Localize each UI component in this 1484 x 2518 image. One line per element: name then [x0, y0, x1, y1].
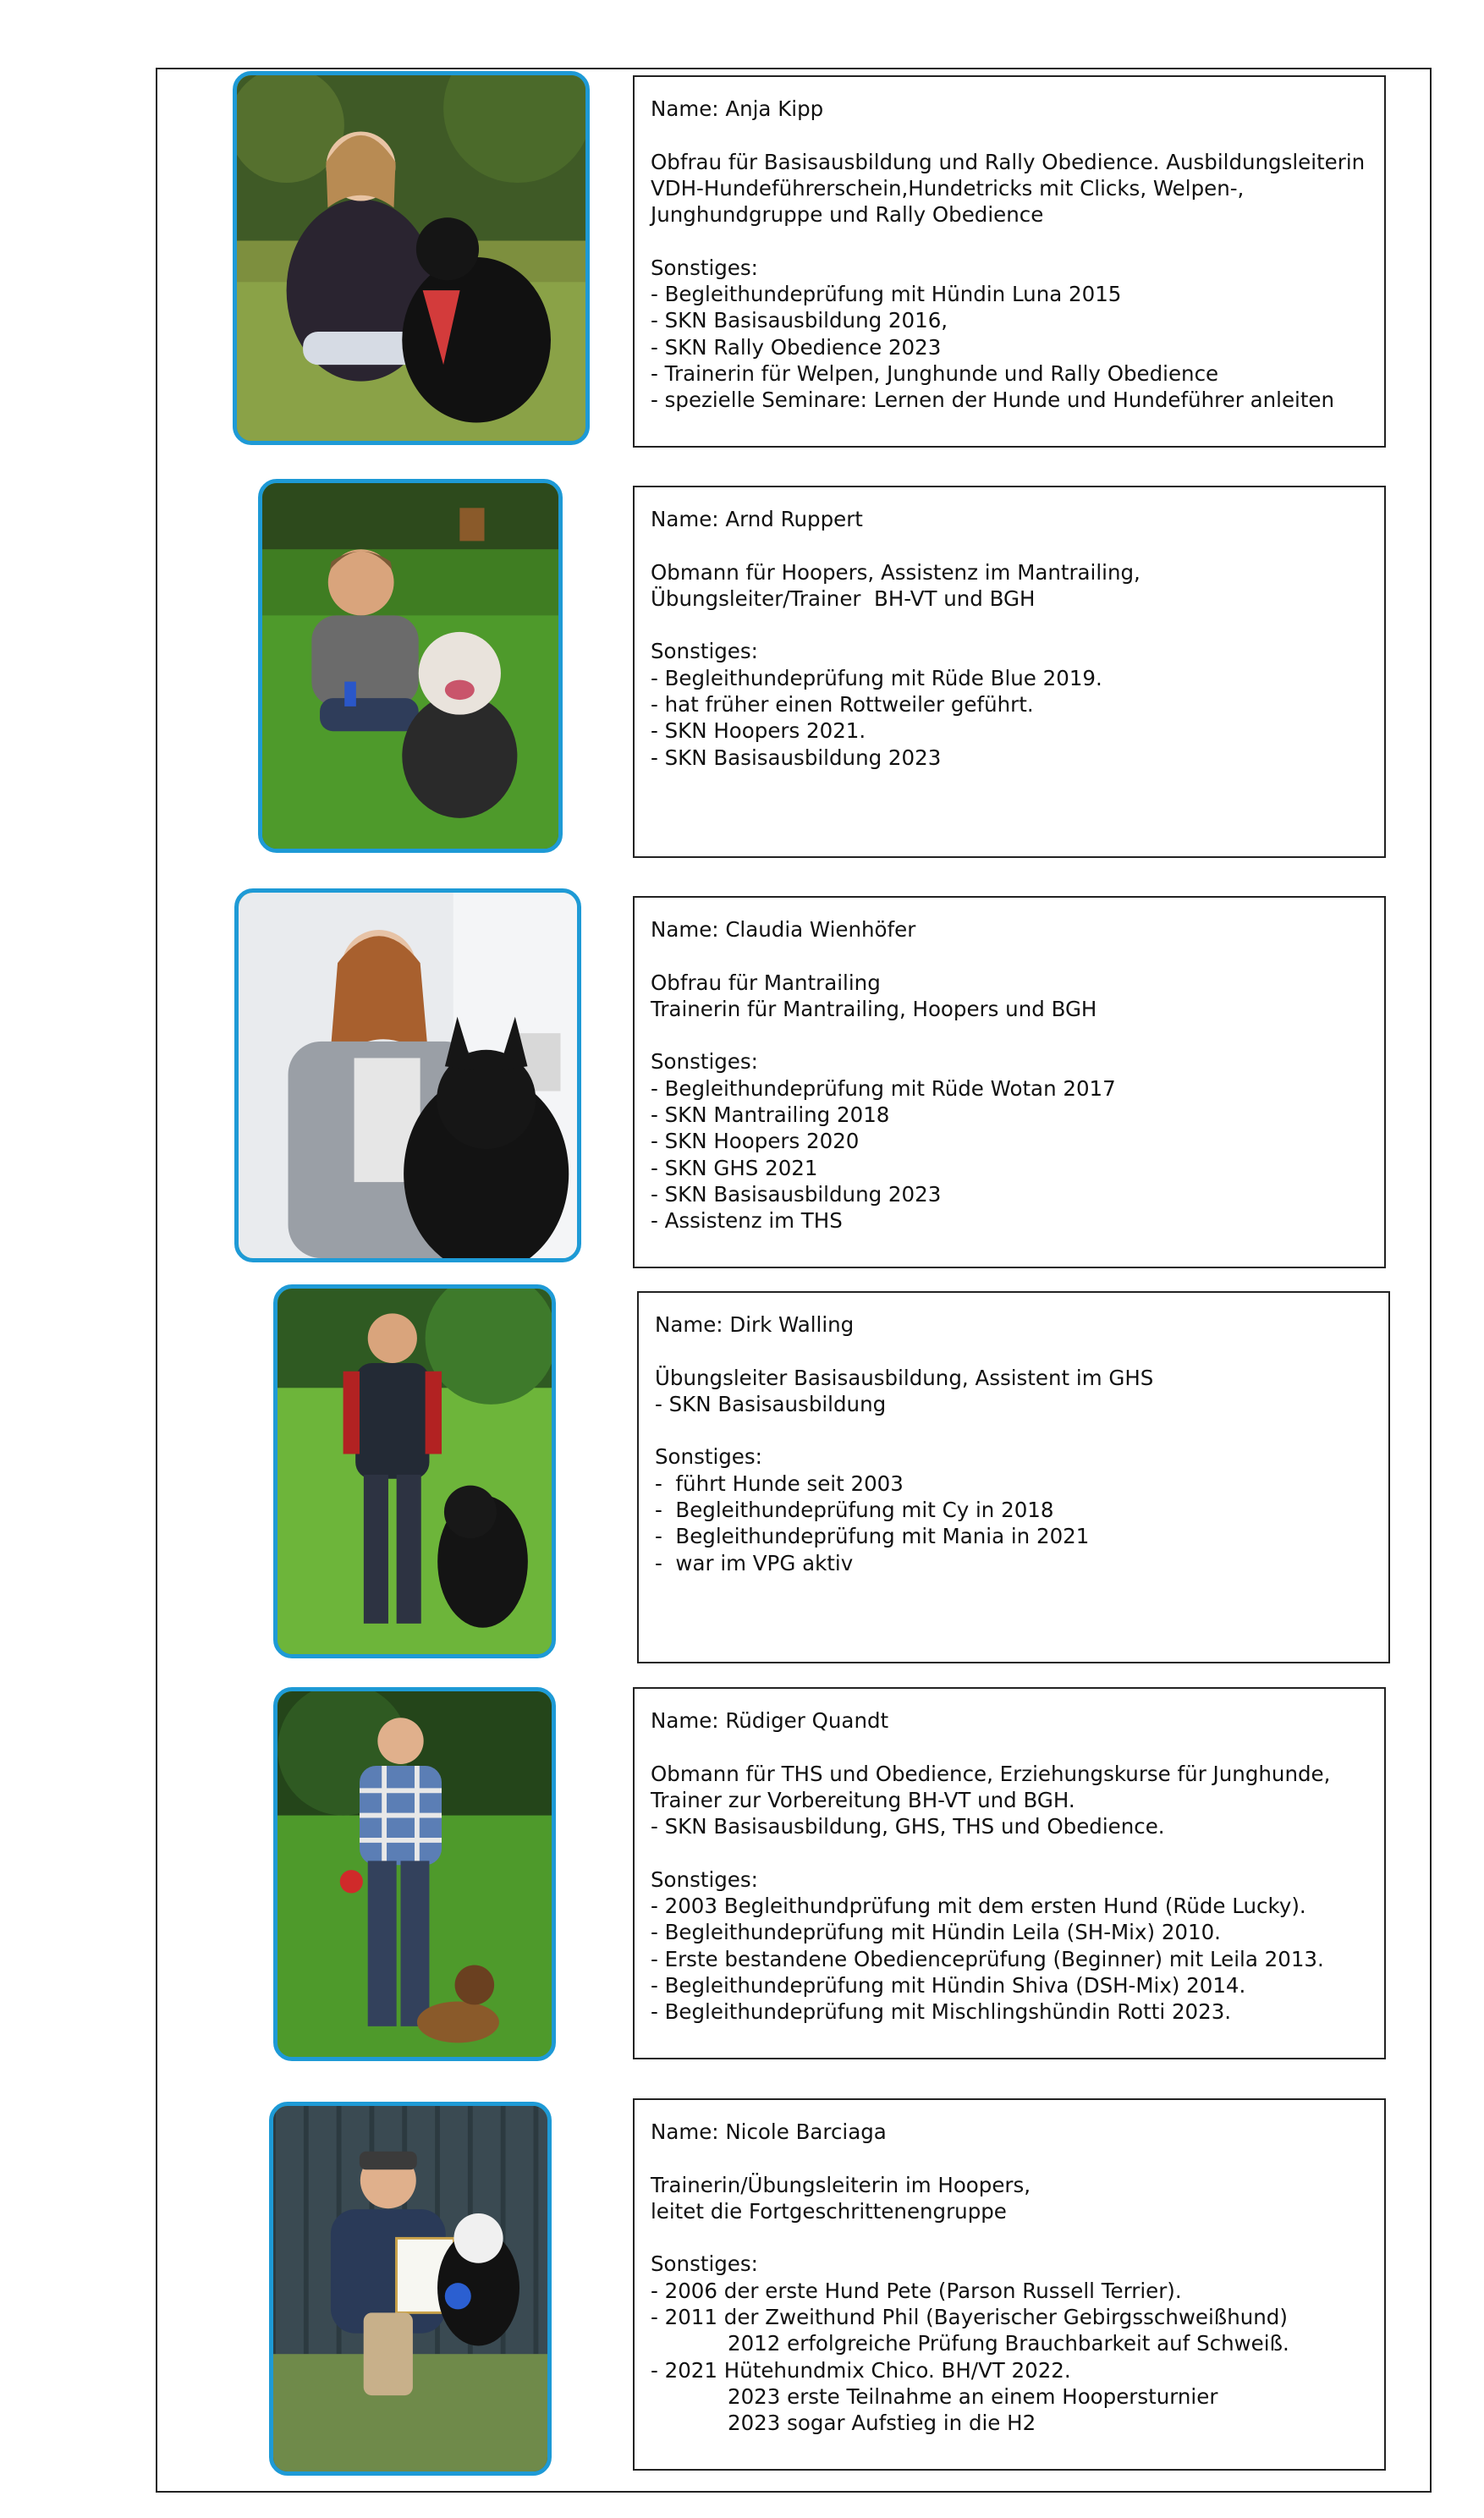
photo-man-in-plaid-shirt-with-shepherd-image: [278, 1691, 552, 2057]
role-line: Obmann für THS und Obedience, Erziehungskurse für Junghunde,: [651, 1761, 1331, 1786]
info-box-ruediger-quandt: [633, 1687, 1386, 2059]
other-line-indented: 2012 erfolgreiche Prüfung Brauchbarkeit auf Schweiß.: [728, 2331, 1289, 2356]
other-label: Sonstiges:: [655, 1444, 762, 1470]
role-line: Obfrau für Mantrailing: [651, 970, 881, 995]
role-line: - SKN Basisausbildung, GHS, THS und Obedience.: [651, 1814, 1165, 1839]
other-line: - Erste bestandene Obedienceprüfung (Beginner) mit Leila 2013.: [651, 1946, 1324, 1971]
photo-man-with-bulldog: [258, 479, 563, 853]
photo-man-standing-with-longhair-dog-image: [278, 1289, 552, 1654]
person-name: Name: Nicole Barciaga: [651, 2119, 887, 2144]
other-line: - 2021 Hütehundmix Chico. BH/VT 2022.: [651, 2357, 1071, 2383]
other-line: - 2006 der erste Hund Pete (Parson Russell Terrier).: [651, 2278, 1182, 2303]
other-line: - Assistenz im THS: [651, 1208, 843, 1234]
other-line: - Begleithundeprüfung mit Cy in 2018: [655, 1498, 1054, 1523]
other-line: - SKN Basisausbildung 2023: [651, 745, 942, 770]
photo-woman-with-certificate-and-collie: [269, 2102, 552, 2476]
role-line: Trainer zur Vorbereitung BH-VT und BGH.: [651, 1787, 1075, 1812]
other-line: - SKN Rally Obedience 2023: [651, 334, 942, 360]
other-line: - Begleithundeprüfung mit Hündin Luna 2015: [651, 282, 1122, 307]
other-line: - führt Hunde seit 2003: [655, 1471, 904, 1496]
photo-woman-with-black-dog: [233, 71, 590, 445]
other-line: - Begleithundeprüfung mit Mischlingshündin Rotti 2023.: [651, 1999, 1232, 2025]
person-name: Name: Arnd Ruppert: [651, 507, 863, 531]
other-line: - SKN Hoopers 2021.: [651, 718, 866, 744]
other-line: - 2011 der Zweithund Phil (Bayerischer Gebirgsschweißhund): [651, 2305, 1288, 2330]
person-name: Name: Claudia Wienhöfer: [651, 917, 916, 942]
other-line: - SKN Basisausbildung 2023: [651, 1181, 942, 1207]
other-line-indented: 2023 sogar Aufstieg in die H2: [728, 2411, 1036, 2436]
photo-woman-with-black-shepherd-image: [239, 893, 577, 1258]
photo-man-in-plaid-shirt-with-shepherd: [273, 1687, 556, 2061]
photo-man-with-bulldog-image: [262, 483, 558, 849]
person-name: Name: Rüdiger Quandt: [651, 1708, 889, 1733]
other-line: - war im VPG aktiv: [655, 1550, 854, 1575]
other-label: Sonstiges:: [651, 255, 758, 280]
info-box-anja-kipp: [633, 75, 1386, 448]
role-line: Übungsleiter Basisausbildung, Assistent im GHS: [655, 1365, 1154, 1390]
info-box-claudia-wienhoefer: [633, 896, 1386, 1268]
role-line: Übungsleiter/Trainer BH-VT und BGH: [651, 586, 1036, 611]
other-label: Sonstiges:: [651, 2251, 758, 2277]
photo-woman-with-certificate-and-collie-image: [273, 2106, 547, 2471]
other-line: - hat früher einen Rottweiler geführt.: [651, 692, 1034, 717]
other-line-indented: 2023 erste Teilnahme an einem Hoopersturnier: [728, 2383, 1218, 2409]
other-line: - SKN Mantrailing 2018: [651, 1102, 890, 1128]
person-name: Name: Anja Kipp: [651, 96, 824, 121]
other-line: - spezielle Seminare: Lernen der Hunde und Hundeführer anleiten: [651, 388, 1335, 413]
info-box-arnd-ruppert: [633, 486, 1386, 858]
other-line: - SKN Hoopers 2020: [651, 1129, 860, 1154]
other-label: Sonstiges:: [651, 1049, 758, 1075]
other-line: - Begleithundeprüfung mit Hündin Shiva (DSH-Mix) 2014.: [651, 1972, 1246, 1998]
other-line: - Begleithundeprüfung mit Rüde Wotan 2017: [651, 1075, 1116, 1101]
info-box-nicole-barciaga: [633, 2098, 1386, 2471]
role-line: - SKN Basisausbildung: [655, 1391, 887, 1416]
other-line: - 2003 Begleithundprüfung mit dem ersten Hund (Rüde Lucky).: [651, 1894, 1306, 1919]
role-line: Junghundgruppe und Rally Obedience: [651, 202, 1044, 228]
role-line: Obfrau für Basisausbildung und Rally Obedience. Ausbildungsleiterin: [651, 149, 1366, 174]
info-box-dirk-walling: [637, 1291, 1390, 1663]
other-label: Sonstiges:: [651, 1867, 758, 1892]
role-line: leitet die Fortgeschrittenengruppe: [651, 2198, 1007, 2224]
photo-man-standing-with-longhair-dog: [273, 1284, 556, 1658]
person-name: Name: Dirk Walling: [655, 1312, 855, 1337]
other-line: - Begleithundeprüfung mit Mania in 2021: [655, 1524, 1090, 1549]
role-line: Trainerin/Übungsleiterin im Hoopers,: [651, 2172, 1031, 2197]
other-line: - Begleithundeprüfung mit Rüde Blue 2019.: [651, 665, 1102, 690]
role-line: VDH-Hundeführerschein,Hundetricks mit Clicks, Welpen-,: [651, 175, 1245, 201]
photo-woman-with-black-dog-image: [237, 75, 585, 441]
other-label: Sonstiges:: [651, 639, 758, 664]
role-line: Obmann für Hoopers, Assistenz im Mantrailing,: [651, 559, 1140, 585]
photo-woman-with-black-shepherd: [234, 888, 581, 1262]
other-line: - SKN GHS 2021: [651, 1155, 818, 1180]
other-line: - SKN Basisausbildung 2016,: [651, 308, 948, 333]
other-line: - Begleithundeprüfung mit Hündin Leila (SH-Mix) 2010.: [651, 1920, 1221, 1945]
other-line: - Trainerin für Welpen, Junghunde und Rally Obedience: [651, 360, 1219, 386]
role-line: Trainerin für Mantrailing, Hoopers und BGH: [651, 996, 1097, 1021]
